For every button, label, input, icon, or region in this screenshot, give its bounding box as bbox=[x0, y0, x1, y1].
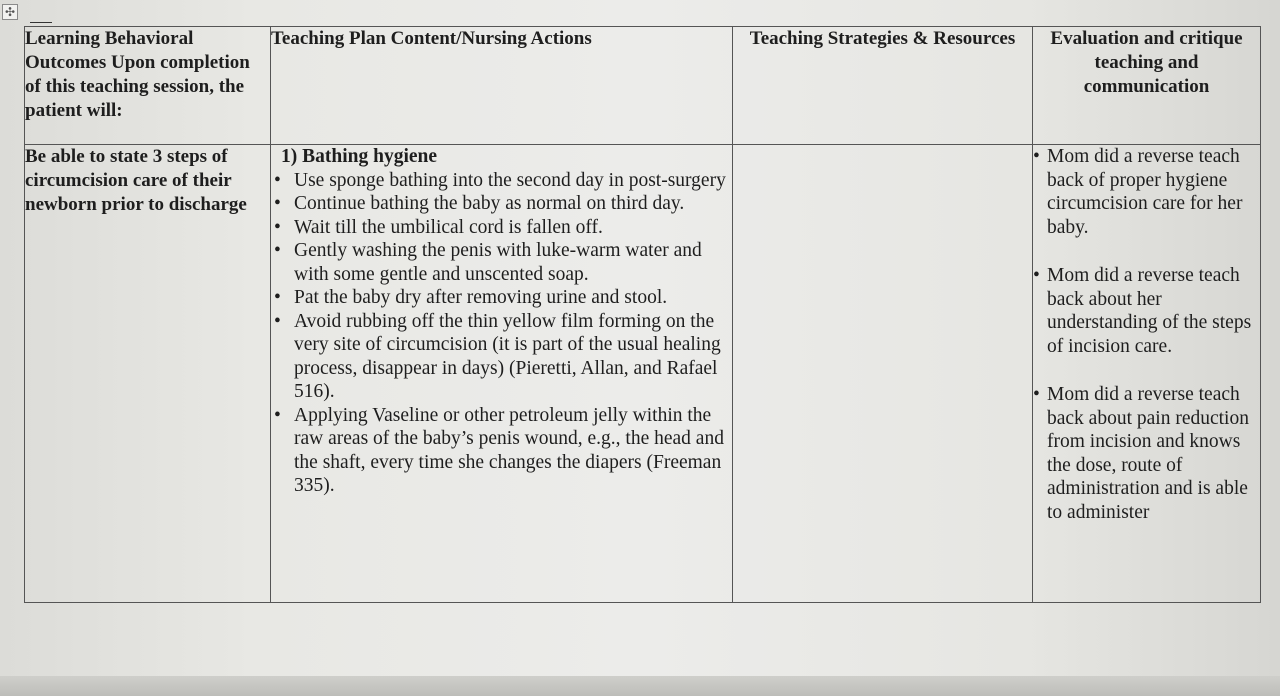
list-item: • Avoid rubbing off the thin yellow film forming on the very site of circumcision (it is part of the usual healing process, disappear in days) (Pieretti, Allan, and Rafael 516). bbox=[271, 310, 732, 404]
list-item: • Mom did a reverse teach back about her understanding of the steps of incision care. bbox=[1033, 264, 1260, 358]
section-title: 1) Bathing hygiene bbox=[281, 146, 438, 167]
list-item: • Gently washing the penis with luke-warm water and with some gentle and unscented soap. bbox=[271, 239, 732, 286]
evaluation-list bbox=[1033, 145, 1260, 524]
header-teaching-strategies: Teaching Strategies & Resources bbox=[733, 27, 1033, 145]
list-item: • Pat the baby dry after removing urine and stool. bbox=[271, 286, 732, 310]
teaching-plan-table bbox=[24, 26, 1261, 603]
table-move-handle-icon[interactable]: ✣ bbox=[2, 4, 18, 20]
list-item: • Applying Vaseline or other petroleum jelly within the raw areas of the baby’s penis wound, e.g., the head and the shaft, every time she changes the diapers (Freeman 335). bbox=[271, 404, 732, 498]
header-learning-outcomes: Learning Behavioral Outcomes Upon completion of this teaching session, the patient will: bbox=[25, 27, 271, 145]
table-body-row bbox=[25, 145, 1261, 603]
list-item: • Mom did a reverse teach back about pain reduction from incision and knows the dose, route of administration and is able to administer bbox=[1033, 383, 1260, 524]
teaching-strategies-cell bbox=[733, 145, 1033, 603]
teaching-content-cell bbox=[271, 145, 733, 603]
list-item: • Mom did a reverse teach back of proper hygiene circumcision care for her baby. bbox=[1033, 145, 1260, 239]
list-item: • Continue bathing the baby as normal on third day. bbox=[271, 192, 732, 216]
content-list bbox=[271, 169, 732, 498]
top-rule-divider bbox=[30, 22, 52, 23]
learning-outcome-cell: Be able to state 3 steps of circumcision care of their newborn prior to discharge bbox=[25, 145, 271, 603]
table-header-row bbox=[25, 27, 1261, 145]
header-evaluation: Evaluation and critique teaching and communication bbox=[1033, 27, 1261, 145]
bottom-edge bbox=[0, 676, 1280, 696]
list-item: • Wait till the umbilical cord is fallen off. bbox=[271, 216, 732, 240]
header-teaching-content: Teaching Plan Content/Nursing Actions bbox=[271, 27, 733, 145]
list-item: • Use sponge bathing into the second day in post-surgery bbox=[271, 169, 732, 193]
evaluation-cell bbox=[1033, 145, 1261, 603]
